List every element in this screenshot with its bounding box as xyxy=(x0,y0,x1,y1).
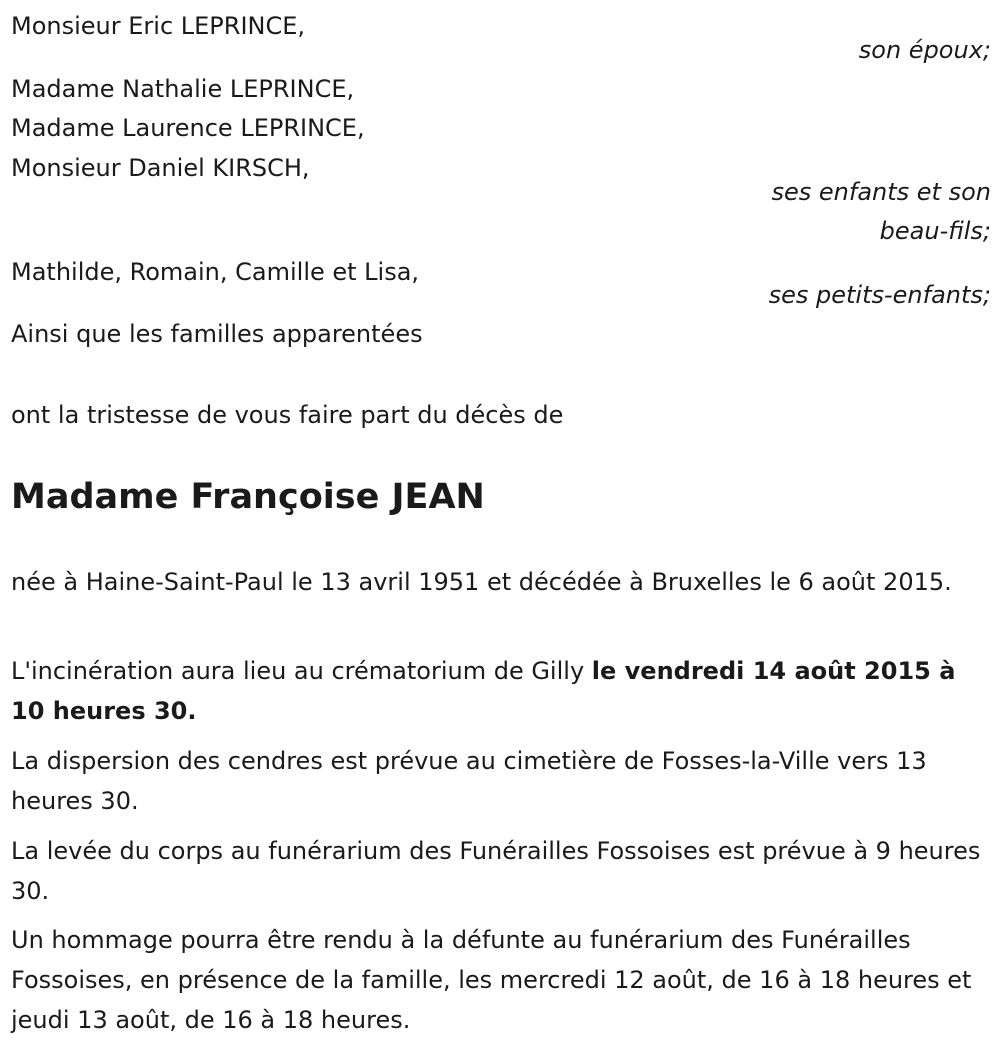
cremation-text: L'incinération aura lieu au crématorium de Gilly xyxy=(11,657,592,685)
deceased-name: Madame Françoise JEAN xyxy=(11,477,485,517)
children-role-line2: beau-fils; xyxy=(879,217,991,245)
grandchildren-role: ses petits-enfants; xyxy=(768,281,991,309)
children-role-line1: ses enfants et son xyxy=(771,178,991,206)
body-pickup-paragraph: La levée du corps au funérarium des Funérailles Fossoises est prévue à 9 heures 30. xyxy=(11,837,981,905)
child-name: Madame Nathalie LEPRINCE, xyxy=(11,75,355,103)
spouse-role: son époux; xyxy=(858,36,991,64)
child-name: Monsieur Daniel KIRSCH, xyxy=(11,154,310,182)
announcement-line: ont la tristesse de vous faire part du décès de xyxy=(11,401,564,429)
birth-death-paragraph: née à Haine-Saint-Paul le 13 avril 1951 et décédée à Bruxelles le 6 août 2015. xyxy=(11,568,952,596)
cremation-paragraph xyxy=(11,651,991,731)
tribute-paragraph: Un hommage pourra être rendu à la défunte au funérarium des Funérailles Fossoises, en présence de la famille, les mercredi 12 août, de 16 à 18 heures et jeudi 13 août, de 16 à 18 heures. xyxy=(11,926,972,1034)
relatives-line: Ainsi que les familles apparentées xyxy=(11,320,423,348)
child-name: Madame Laurence LEPRINCE, xyxy=(11,114,365,142)
spouse-name: Monsieur Eric LEPRINCE, xyxy=(11,12,306,40)
cremation-date: le vendredi 14 août 2015 à 10 heures 30. xyxy=(11,657,956,725)
grandchildren-names: Mathilde, Romain, Camille et Lisa, xyxy=(11,258,420,286)
dispersion-paragraph: La dispersion des cendres est prévue au cimetière de Fosses-la-Ville vers 13 heures 30. xyxy=(11,747,927,815)
